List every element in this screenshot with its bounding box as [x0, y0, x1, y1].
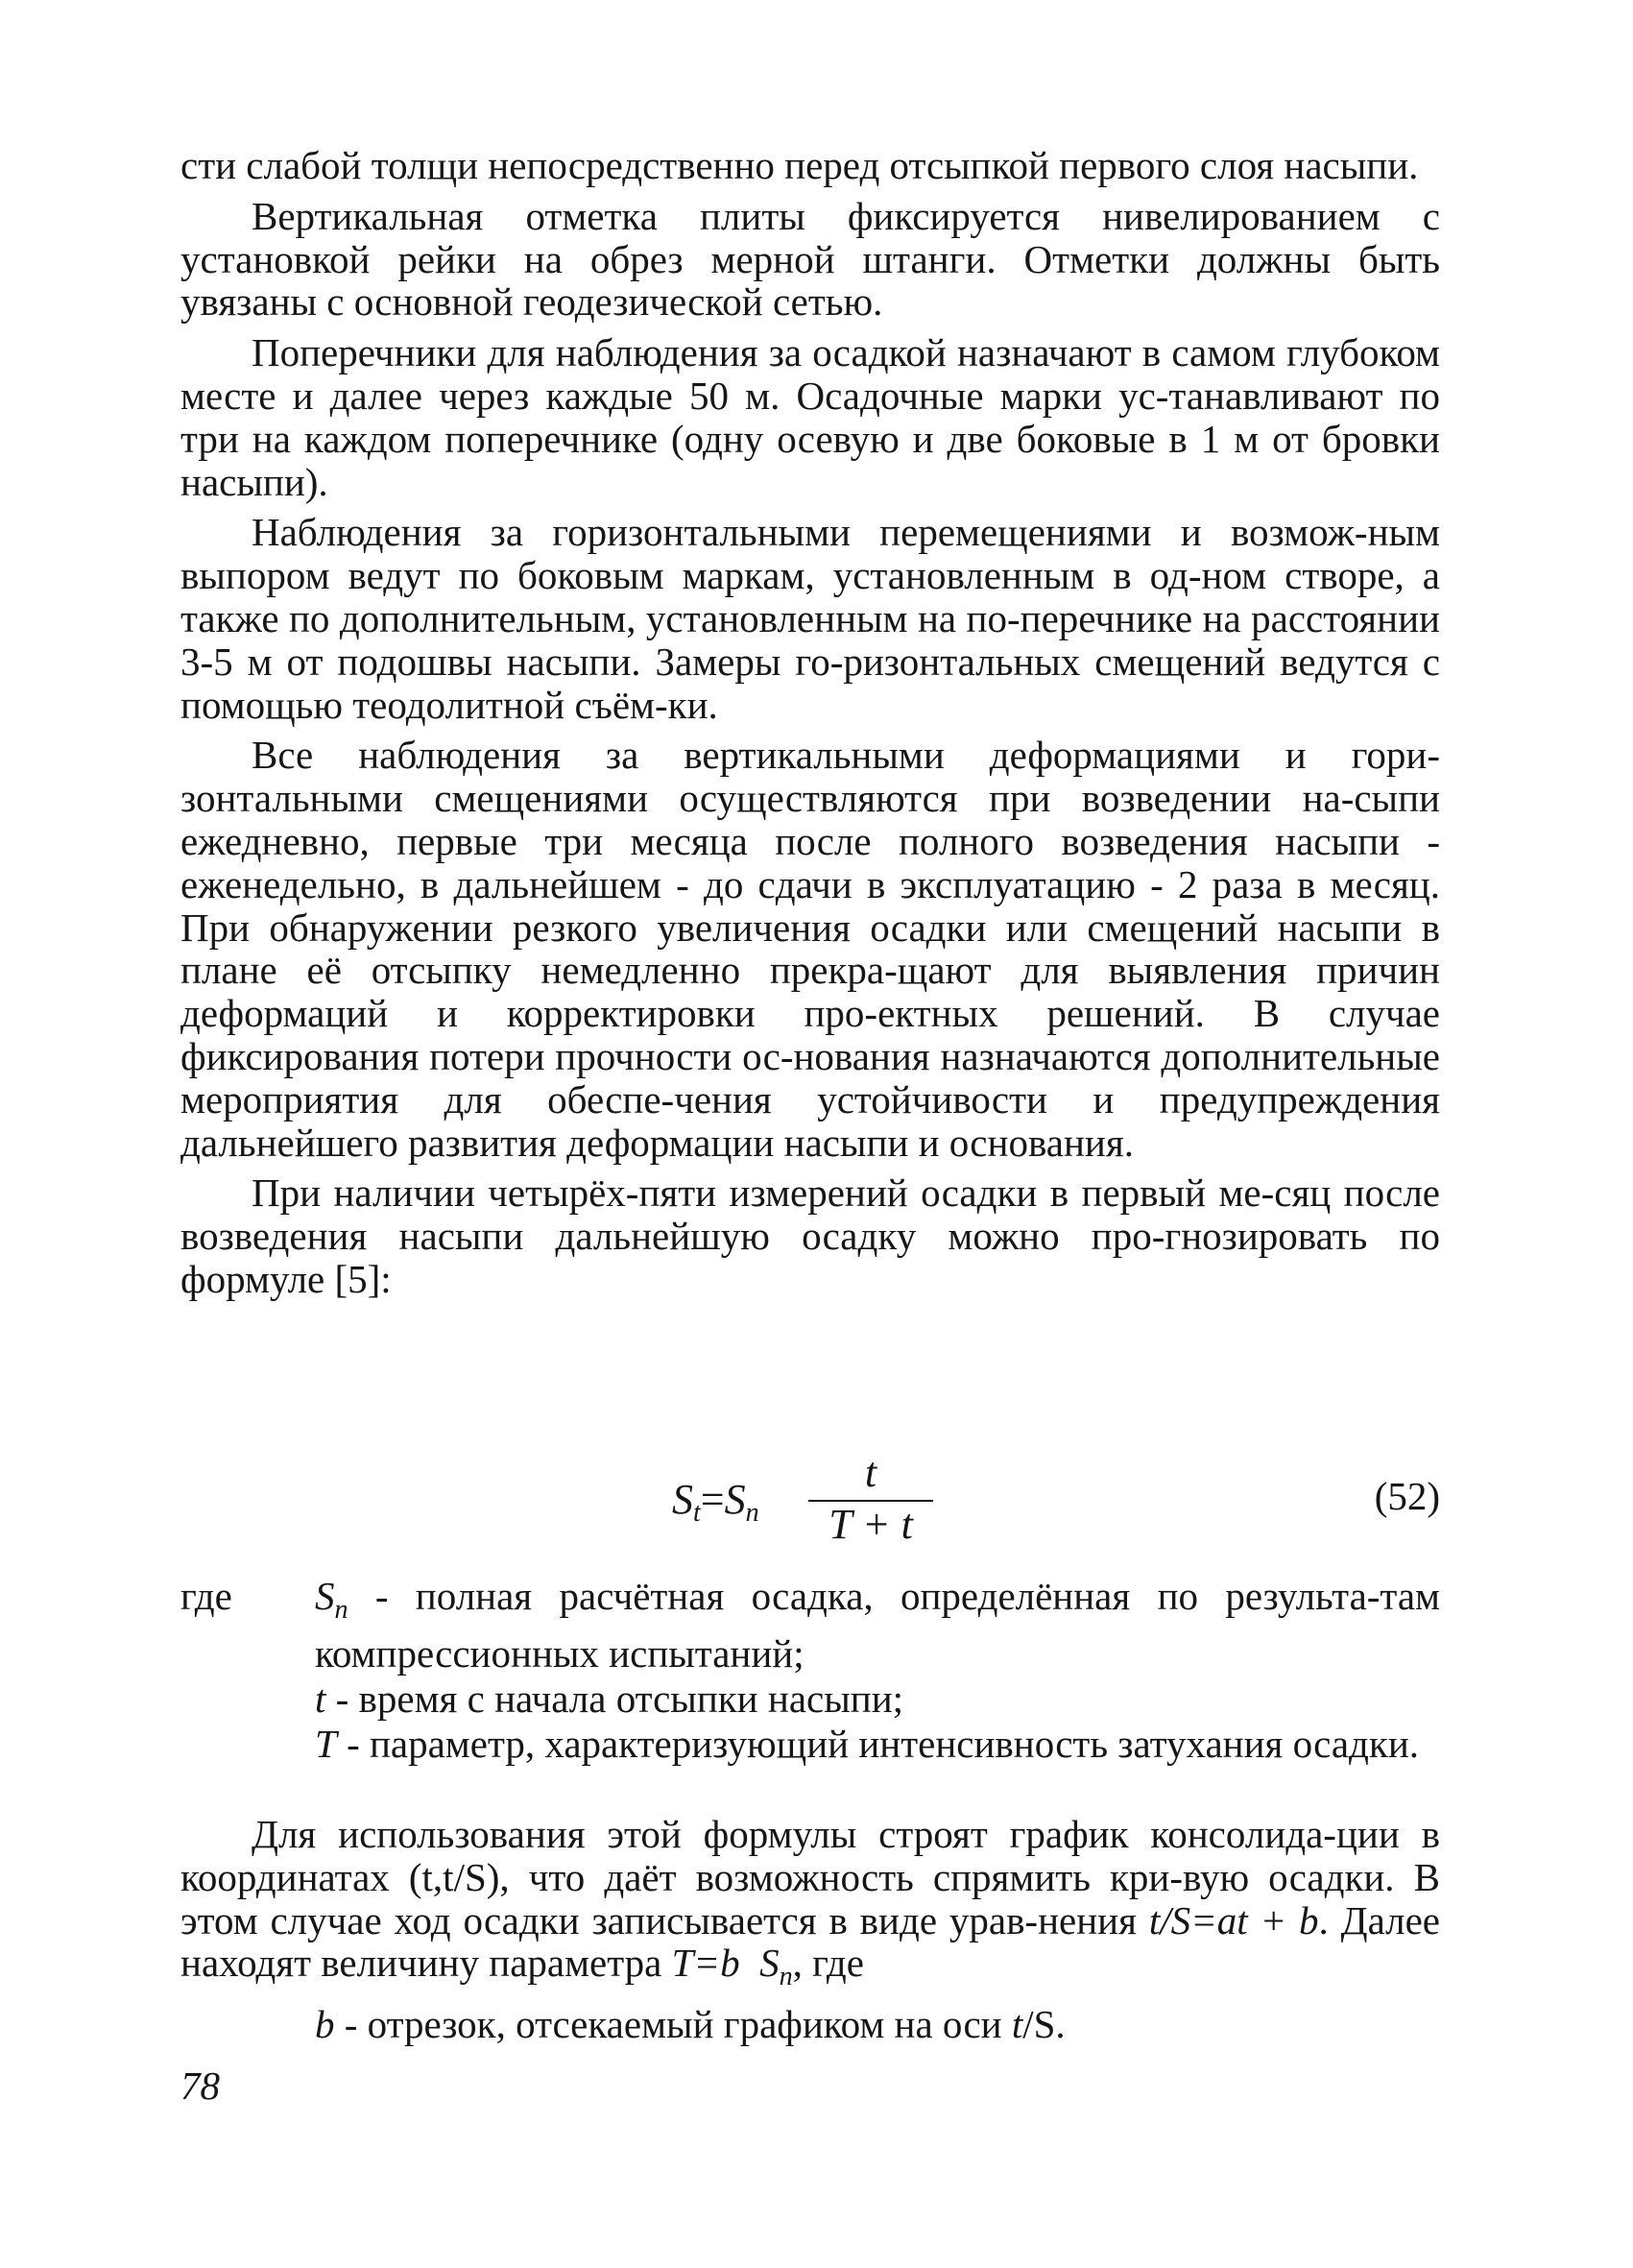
formula-52 — [672, 1450, 1440, 1556]
body-text — [180, 144, 1440, 1309]
paragraph: Все наблюдения за вертикальными деформациями и гори-зонтальными смещениями осуществляются при возведении на-сыпи ежедневно, первые три месяца после полного возведения насыпи - еженедельно, в дальнейшем - до сдачи в эксплуатацию - 2 раза в месяц. При обнаружении резкого увеличения осадки или смещений насыпи в плане её отсыпку немедленно прекра-щают для выявления причин деформаций и корректировки про-ектных решений. В случае фиксирования потери прочности ос-нования назначаются дополнительные мероприятия для обеспе-чения устойчивости и предупреждения дальнейшего развития деформации насыпи и основания. — [180, 733, 1440, 1165]
paragraph-last-line: b - отрезок, отсекаемый графиком на оси t/S. — [315, 2002, 1066, 2047]
formula-numerator: t — [864, 1449, 877, 1496]
paragraph-continuation: сти слабой толщи непосредственно перед отсыпкой первого слоя насыпи. — [180, 143, 1419, 187]
paragraph: Поперечники для наблюдения за осадкой назначают в самом глубоком месте и далее через каждые 50 м. Осадочные марки ус-танавливают по три на каждом поперечнике (одну осевую и две боковые в 1 м от бровки насыпи). — [180, 330, 1440, 504]
paragraph: Для использования этой формулы строят график консолида-ции в координатах (t,t/S), что даёт возможность спрямить кри-вую осадки. В этом случае ход осадки записывается в виде урав-нения t/S=at + b. Далее находят величину параметра T=b $S_n$, где — [180, 1812, 1440, 1992]
equation-number: (52) — [1374, 1474, 1440, 1518]
page-number: 78 — [180, 2063, 220, 2108]
definition-item: t - время с начала отсыпки насыпи; — [315, 1676, 904, 1721]
paragraph: При наличии четырёх-пяти измерений осадки в первый ме-сяц после возведения насыпи дальнейшую осадку можно про-гнозировать по формуле [5]: — [180, 1170, 1440, 1301]
formula-lhs: $S_t=S_n$ — [672, 1476, 759, 1528]
definition-item: $S_n$ - полная расчётная осадка, определённая по результа-там компрессионных испытаний; — [315, 1574, 1440, 1676]
formula-denominator: T + t — [829, 1501, 913, 1548]
final-paragraph — [180, 1813, 1440, 2046]
paragraph: Вертикальная отметка плиты фиксируется нивелированием с установкой рейки на обрез мерной штанги. Отметки должны быть увязаны с основной геодезической сетью. — [180, 193, 1440, 325]
formula-fraction — [808, 1450, 933, 1548]
definition-item: T - параметр, характеризующий интенсивность затухания осадки. — [315, 1721, 1420, 1766]
where-word: где — [180, 1574, 232, 1618]
paragraph: Наблюдения за горизонтальными перемещениями и возмож-ным выпором ведут по боковым маркам, установленным в од-ном створе, а также по дополнительным, установленным на по-перечнике на расстоянии 3-5 м от подошвы насыпи. Замеры го-ризонтальных смещений ведутся с помощью теодолитной съём-ки. — [180, 510, 1440, 727]
definitions-list — [315, 1575, 1440, 1767]
